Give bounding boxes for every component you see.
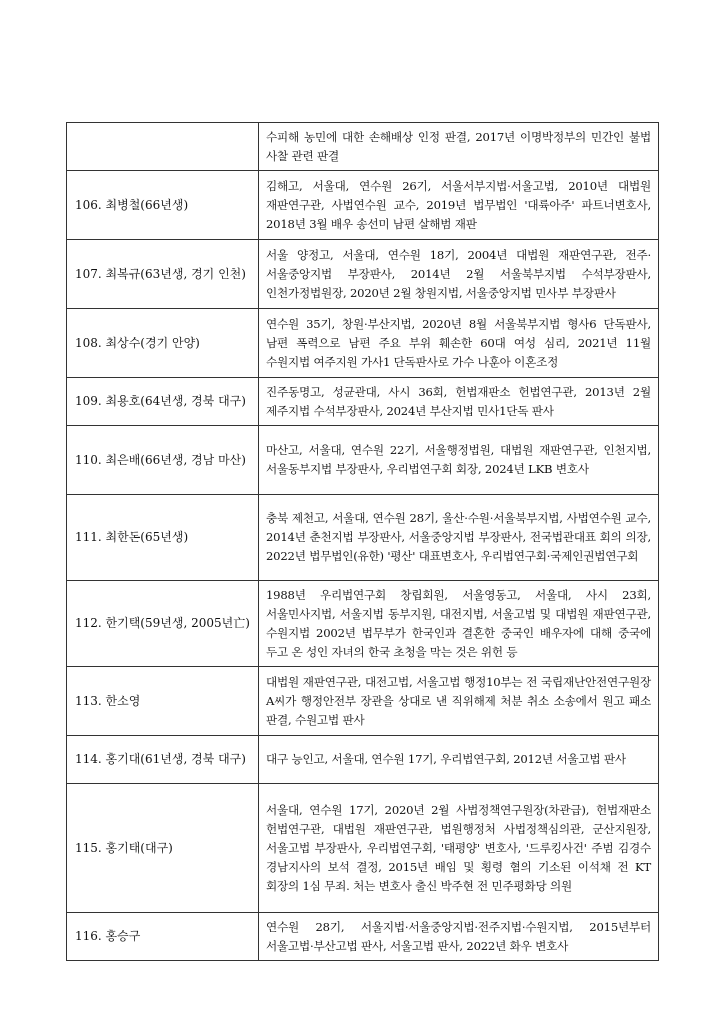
description-cell: 충북 제천고, 서울대, 연수원 28기, 울산·수원·서울북부지법, 사법연수원 교수, 2014년 춘천지법 부장판사, 서울중앙지법 부장판사, 전국법관대표 회의 의장, 2022년 법무법인(유한) '평산' 대표변호사, 우리법연구회·국제인권법연구회 (259, 495, 659, 581)
name-cell: 114. 홍기대(61년생, 경북 대구) (67, 736, 259, 784)
description-cell: 김해고, 서울대, 연수원 26기, 서울서부지법·서울고법, 2010년 대법원 재판연구관, 사법연수원 교수, 2019년 법무법인 '대륙아주' 파트너변호사, 2018년 3월 배우 송선미 남편 살해범 재판 (259, 171, 659, 240)
description-cell: 연수원 35기, 창원·부산지법, 2020년 8월 서울북부지법 형사6 단독판사, 남편 폭력으로 남편 주요 부위 훼손한 60대 여성 심리, 2021년 11월 수원지법 여주지원 가사1 단독판사로 가수 나훈아 이혼조정 (259, 309, 659, 378)
name-cell: 113. 한소영 (67, 667, 259, 736)
name-cell: 111. 최한돈(65년생) (67, 495, 259, 581)
table-row (67, 240, 659, 309)
description-cell: 마산고, 서울대, 연수원 22기, 서울행정법원, 대법원 재판연구관, 인천지법, 서울동부지법 부장판사, 우리법연구회 회장, 2024년 LKB 변호사 (259, 426, 659, 495)
table-row (67, 667, 659, 736)
table-row (67, 495, 659, 581)
name-cell: 110. 최은배(66년생, 경남 마산) (67, 426, 259, 495)
table-row (67, 378, 659, 426)
table-row (67, 123, 659, 171)
name-cell (67, 123, 259, 171)
description-cell: 서울대, 연수원 17기, 2020년 2월 사법정책연구원장(차관급), 헌법재판소 헌법연구관, 대법원 재판연구관, 법원행정처 사법정책심의관, 군산지원장, 서울고법 부장판사, 우리법연구회, '태평양' 변호사, '드루킹사건' 주범 김경수 경남지사의 보석 결정, 2015년 배임 및 횡령 혐의 기소된 이석채 전 KT 회장의 1심 무죄. 처는 변호사 출신 박주현 전 민주평화당 의원 (259, 784, 659, 913)
name-cell: 109. 최용호(64년생, 경북 대구) (67, 378, 259, 426)
name-cell: 108. 최상수(경기 안양) (67, 309, 259, 378)
description-cell: 수피해 농민에 대한 손해배상 인정 판결, 2017년 이명박정부의 민간인 불법 사찰 관련 판결 (259, 123, 659, 171)
table-row (67, 426, 659, 495)
description-cell: 진주동명고, 성균관대, 사시 36회, 헌법재판소 헌법연구관, 2013년 2월 제주지법 수석부장판사, 2024년 부산지법 민사1단독 판사 (259, 378, 659, 426)
description-cell: 연수원 28기, 서울지법·서울중앙지법·전주지법·수원지법, 2015년부터 서울고법·부산고법 판사, 서울고법 판사, 2022년 화우 변호사 (259, 913, 659, 961)
table-row (67, 913, 659, 961)
description-cell: 서울 양정고, 서울대, 연수원 18기, 2004년 대법원 재판연구관, 전주·서울중앙지법 부장판사, 2014년 2월 서울북부지법 수석부장판사, 인천가정법원장, 2020년 2월 창원지법, 서울중앙지법 민사부 부장판사 (259, 240, 659, 309)
table-row (67, 581, 659, 667)
table-row (67, 784, 659, 913)
table-row (67, 736, 659, 784)
judge-profile-table (66, 122, 659, 961)
description-cell: 대구 능인고, 서울대, 연수원 17기, 우리법연구회, 2012년 서울고법 판사 (259, 736, 659, 784)
table-row (67, 171, 659, 240)
table-row (67, 309, 659, 378)
name-cell: 115. 홍기태(대구) (67, 784, 259, 913)
description-cell: 대법원 재판연구관, 대전고법, 서울고법 행정10부는 전 국립재난안전연구원장 A씨가 행정안전부 장관을 상대로 낸 직위해제 처분 취소 소송에서 원고 패소 판결, 수원고법 판사 (259, 667, 659, 736)
name-cell: 116. 홍승구 (67, 913, 259, 961)
description-cell: 1988년 우리법연구회 창립회원, 서울영동고, 서울대, 사시 23회, 서울민사지법, 서울지법 동부지원, 대전지법, 서울고법 및 대법원 재판연구관, 수원지법 2002년 법무부가 한국인과 결혼한 중국인 배우자에 대해 중국에 두고 온 성인 자녀의 한국 초청을 막는 것은 위헌 등 (259, 581, 659, 667)
name-cell: 112. 한기택(59년생, 2005년亡) (67, 581, 259, 667)
name-cell: 106. 최병철(66년생) (67, 171, 259, 240)
name-cell: 107. 최복규(63년생, 경기 인천) (67, 240, 259, 309)
